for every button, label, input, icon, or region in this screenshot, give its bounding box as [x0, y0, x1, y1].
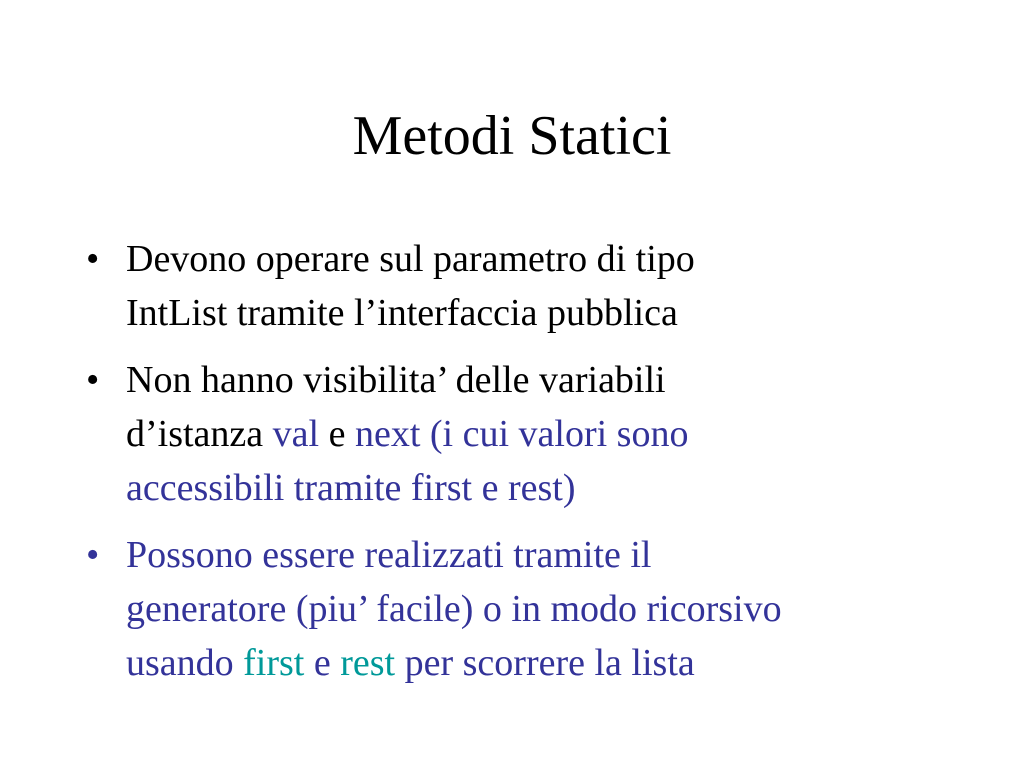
bullet-text-segment: usando [126, 642, 244, 684]
highlight-val: val [272, 413, 320, 455]
highlight-next: next (i cui valori sono [354, 413, 689, 455]
bullet-text-line: IntList tramite l’interfaccia pubblica [126, 292, 678, 334]
bullet-text-segment: d’istanza [126, 413, 273, 455]
bullet-item [86, 232, 956, 340]
bullet-text-line: Possono essere realizzati tramite il [126, 534, 652, 576]
slide-title: Metodi Statici [352, 105, 672, 167]
bullet-item [86, 353, 956, 515]
bullet-text-line: generatore (piu’ facile) o in modo ricorsivo [126, 588, 782, 630]
bullet-icon: • [86, 534, 100, 576]
bullet-text-segment: per scorrere la lista [395, 642, 695, 684]
bullet-item [86, 528, 956, 690]
bullet-text-segment: e [304, 642, 341, 684]
highlight-first: first [243, 642, 305, 684]
bullet-icon: • [86, 359, 100, 401]
bullet-list [86, 232, 956, 703]
bullet-text-line: Non hanno visibilita’ delle variabili [126, 359, 666, 401]
highlight-rest: rest [340, 642, 396, 684]
bullet-icon: • [86, 238, 100, 280]
bullet-text-line: accessibili tramite first e rest) [126, 467, 576, 509]
bullet-text-segment: e [319, 413, 355, 455]
bullet-text-line: Devono operare sul parametro di tipo [126, 238, 695, 280]
